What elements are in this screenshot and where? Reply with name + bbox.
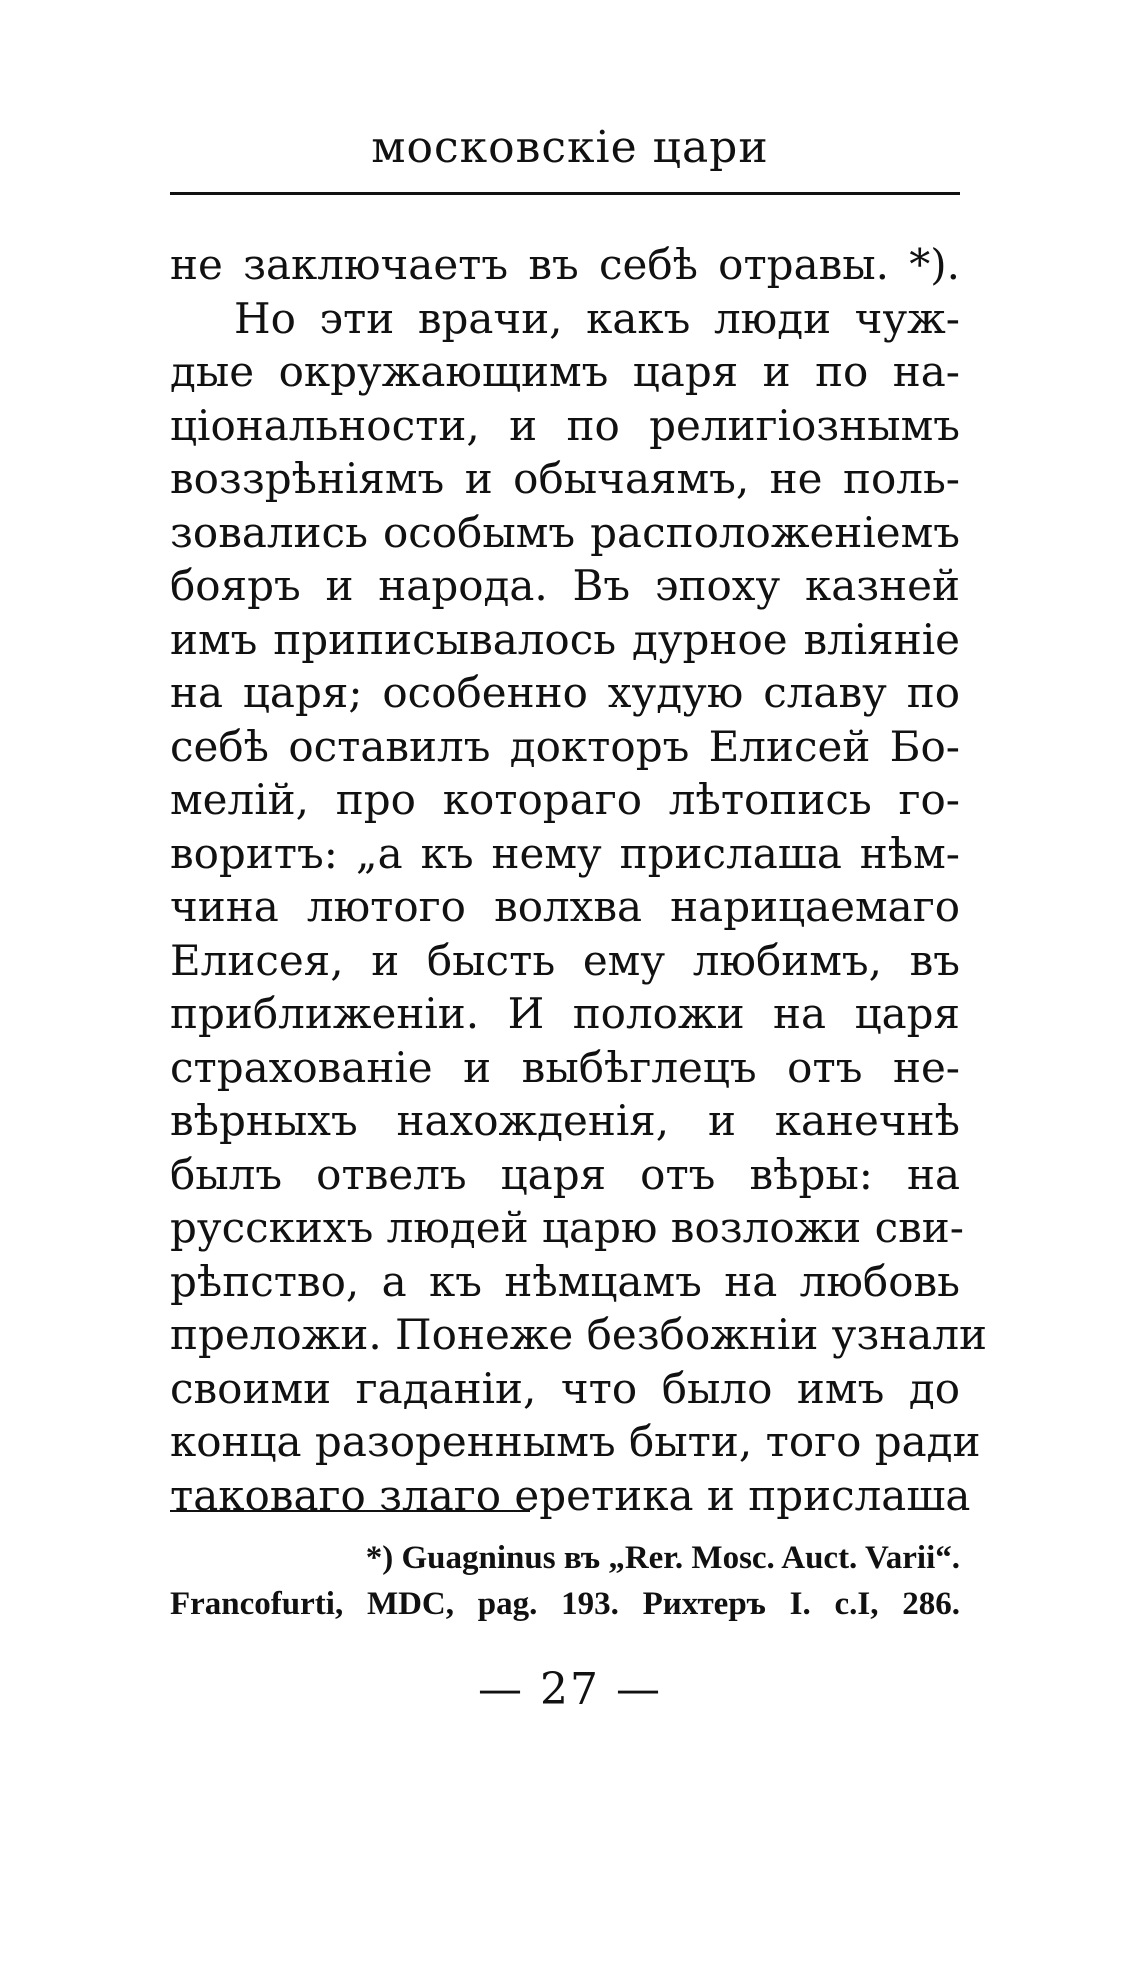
text-line: таковаго злаго еретика и прислаша [170, 1470, 971, 1520]
text-line: Но эти врачи, какъ люди чуж- [234, 293, 960, 343]
text-line: мелій, про котораго лѣтопись го- [170, 775, 960, 824]
text-line: Елисея, и бысть ему любимъ, въ [170, 935, 960, 985]
text-line: воритъ: „а къ нему прислаша нѣм- [170, 828, 960, 878]
text-line: на царя; особенно худую славу по [170, 668, 960, 717]
body-text [170, 238, 987, 1522]
running-head: московскіе цари [371, 122, 769, 173]
text-line: себѣ оставилъ докторъ Елисей Бо- [170, 721, 960, 771]
text-line: воззрѣніямъ и обычаямъ, не поль- [170, 454, 960, 503]
text-line: не заключаетъ въ себѣ отравы. *). [170, 240, 960, 289]
text-line: вѣрныхъ нахожденія, и канечнѣ [170, 1096, 960, 1145]
text-line: страхованіе и выбѣглецъ отъ не- [170, 1042, 960, 1092]
text-line: бояръ и народа. Въ эпоху казней [170, 561, 960, 610]
footnote-line: *) Guagninus въ „Rer. Mosc. Auct. Varii“. [365, 1540, 960, 1576]
footnote-line: Francofurti, MDC, pag. 193. Рихтеръ I. с.I, 286. [170, 1586, 960, 1622]
footnote-rule [170, 1510, 530, 1512]
text-line: ціональности, и по религіознымъ [170, 400, 960, 450]
text-line: русскихъ людей царю возложи сви- [170, 1203, 964, 1252]
text-line: конца разореннымъ быти, того ради [170, 1417, 981, 1466]
text-line: былъ отвелъ царя отъ вѣры: на [170, 1149, 960, 1199]
text-line: рѣпство, а къ нѣмцамъ на любовь [170, 1256, 960, 1306]
page-number: — 27 — [478, 1664, 662, 1715]
text-line: своими гаданіи, что было имъ до [170, 1363, 960, 1413]
text-line: преложи. Понеже безбожніи узнали [170, 1310, 987, 1359]
text-line: зовались особымъ расположеніемъ [170, 507, 960, 557]
text-line: имъ приписывалось дурное вліяніе [170, 614, 960, 664]
text-line: дые окружающимъ царя и по на- [170, 347, 960, 396]
text-line: чина лютого волхва нарицаемаго [170, 882, 960, 931]
text-line: приближеніи. И положи на царя [170, 989, 960, 1038]
footnote [170, 1535, 960, 1627]
header-rule [170, 192, 960, 195]
